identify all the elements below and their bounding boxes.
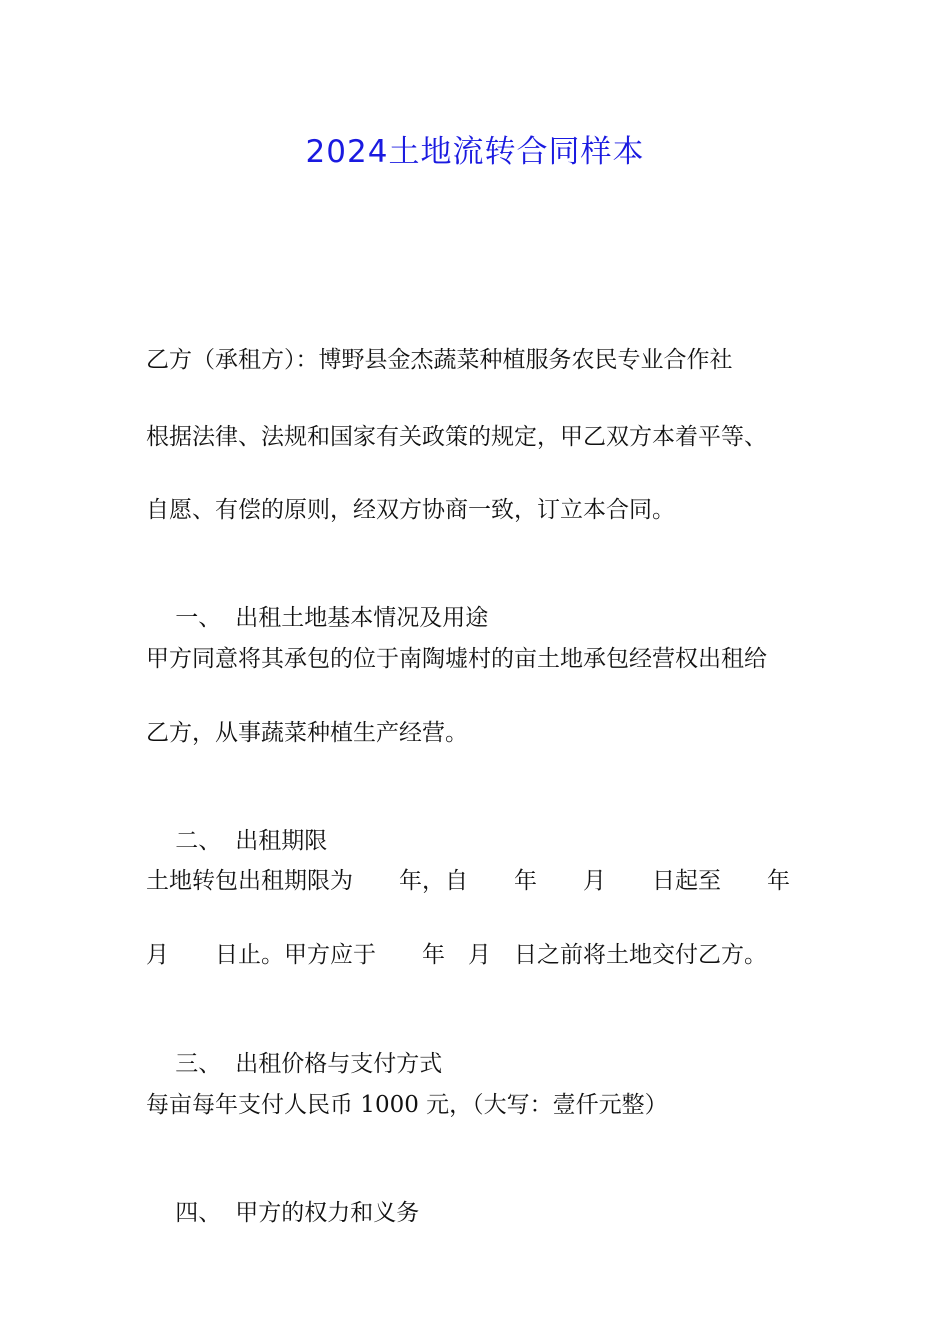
section-title: 出租期限 (235, 828, 328, 854)
section-title: 出租土地基本情况及用途 (235, 605, 489, 631)
paragraph-line: 土地转包出租期限为 年，自 年 月 日起至 年 (146, 868, 790, 894)
section-title: 出租价格与支付方式 (235, 1051, 443, 1077)
document-title: 2024土地流转合同样本 (305, 134, 645, 170)
party-b-line: 乙方（承租方）：博野县金杰蔬菜种植服务农民专业合作社 (146, 347, 733, 373)
paragraph-line: 甲方同意将其承包的位于南陶墟村的亩土地承包经营权出租给 (146, 646, 767, 672)
section-number: 三、 (175, 1051, 222, 1077)
paragraph-line: 每亩每年支付人民币 1000 元，（大写：壹仟元整） (146, 1092, 668, 1118)
paragraph-line: 月 日止。甲方应于 年 月 日之前将土地交付乙方。 (146, 942, 767, 968)
section-heading-4 (146, 1162, 419, 1264)
paragraph-line: 自愿、有偿的原则，经双方协商一致，订立本合同。 (146, 497, 675, 523)
section-number: 四、 (175, 1200, 222, 1226)
paragraph-line: 根据法律、法规和国家有关政策的规定，甲乙双方本着平等、 (146, 424, 767, 450)
section-number: 一、 (175, 605, 222, 631)
section-number: 二、 (175, 828, 222, 854)
section-title: 甲方的权力和义务 (235, 1200, 420, 1226)
paragraph-line: 乙方，从事蔬菜种植生产经营。 (146, 720, 468, 746)
